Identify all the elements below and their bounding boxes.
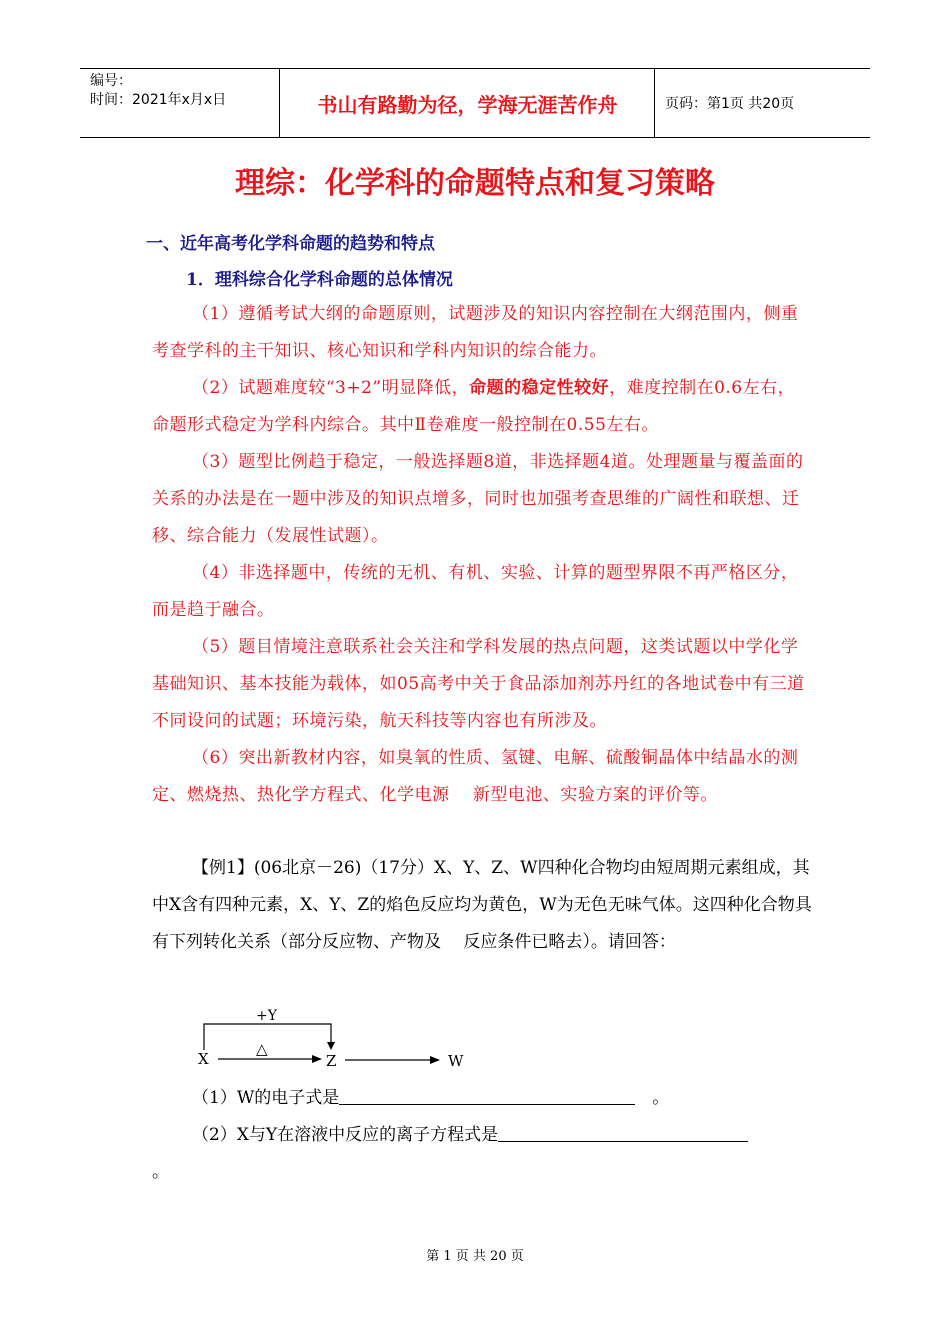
header-table xyxy=(80,68,870,138)
example-text: 【例1】(06北京－26)（17分）X、Y、Z、W四种化合物均由短周期元素组成，其中X含有四种元素，X、Y、Z的焰色反应均为黄色，W为无色无味气体。这四种化合物具有下列转化关系（部分反应物、产物及 反应条件已略去）。请回答： xyxy=(152,858,812,952)
top-arrowhead xyxy=(327,1042,335,1050)
header-page-info: 页码：第1页 共20页 xyxy=(665,96,795,112)
header-motto: 书山有路勤为径，学海无涯苦作舟 xyxy=(281,69,655,137)
time-label: 时间：2021年x月x日 xyxy=(90,92,227,108)
node-w: W xyxy=(448,1052,464,1070)
plus-y-label: +Y xyxy=(256,1008,277,1024)
paragraph-2-c: ，难度控制在0.6左右，命题形式稳定为学科内综合。其中Ⅱ卷难度一般控制在0.55左右。 xyxy=(152,378,796,435)
paragraph-3: （3）题型比例趋于稳定，一般选择题8道，非选择题4道。处理题量与覆盖面的关系的办法是在一题中涉及的知识点增多，同时也加强考查思维的广阔性和联想、迁移、综合能力（发展性试题）。 xyxy=(152,452,804,546)
paragraph-2-bold: 命题的稳定性较好 xyxy=(469,378,610,398)
document-title: 理综：化学科的命题特点和复习策略 xyxy=(235,166,715,201)
header-meta xyxy=(80,69,280,137)
question-2 xyxy=(192,1117,812,1154)
question-1 xyxy=(192,1080,812,1117)
paragraph-2 xyxy=(152,370,812,444)
paragraph-6: （6）突出新教材内容，如臭氧的性质、氢键、电解、硫酸铜晶体中结晶水的测定、燃烧热、热化学方程式、化学电源 新型电池、实验方案的评价等。 xyxy=(152,748,799,805)
subsection-heading: 1．理科综合化学科命题的总体情况 xyxy=(186,270,453,290)
paragraph-4: （4）非选择题中，传统的无机、有机、实验、计算的题型界限不再严格区分，而是趋于融合。 xyxy=(152,563,799,620)
question-1-end: 。 xyxy=(635,1088,670,1108)
question-2-end: 。 xyxy=(152,1162,169,1182)
heat-symbol: △ xyxy=(256,1040,268,1058)
question-2-text: （2）X与Y在溶液中反应的离子方程式是 xyxy=(192,1125,499,1145)
paragraph-5: （5）题目情境注意联系社会关注和学科发展的热点问题，这类试题以中学化学基础知识、基本技能为载体，如05高考中关于食品添加剂苏丹红的各地试卷中有三道不同设问的试题；环境污染，航天科技等内容也有所涉及。 xyxy=(152,637,805,731)
question-1-blank[interactable] xyxy=(339,1086,635,1105)
code-label: 编号： xyxy=(90,73,132,89)
node-z: Z xyxy=(326,1052,337,1070)
question-1-text: （1）W的电子式是 xyxy=(192,1088,340,1108)
arrowhead-x-z xyxy=(312,1055,322,1063)
reaction-diagram xyxy=(190,1002,490,1082)
node-x: X xyxy=(198,1050,209,1068)
paragraph-2-a: （2）试题难度较“3+2”明显降低， xyxy=(192,378,470,398)
arrowhead-z-w xyxy=(430,1056,440,1064)
page-footer: 第 1 页 共 20 页 xyxy=(426,1249,524,1264)
question-2-blank[interactable] xyxy=(498,1123,748,1142)
section-heading: 一、近年高考化学科命题的趋势和特点 xyxy=(146,234,435,254)
paragraph-1: （1）遵循考试大纲的命题原则，试题涉及的知识内容控制在大纲范围内，侧重考查学科的主干知识、核心知识和学科内知识的综合能力。 xyxy=(152,304,799,361)
